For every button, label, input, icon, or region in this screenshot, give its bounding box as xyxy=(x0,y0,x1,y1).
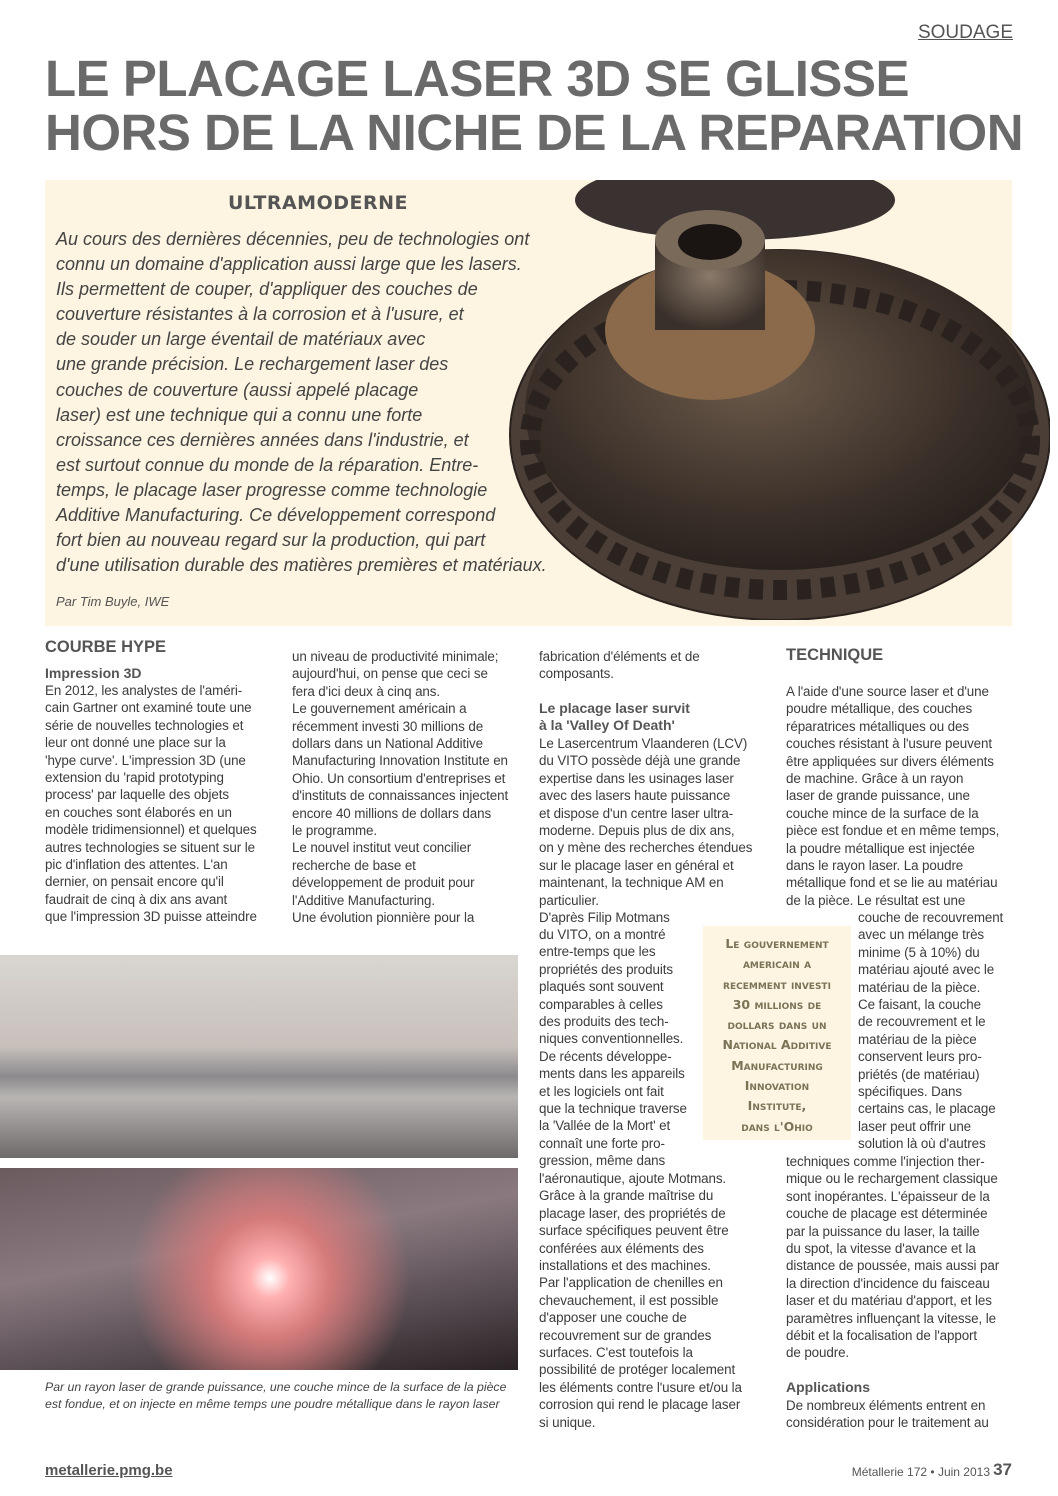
laser-cladding-photo-2 xyxy=(0,1168,518,1370)
col4-text-c: techniques comme l'injection ther- mique ou le rechargement classique sont inopérantes. L'épaisseur de la couche de placage est déterminée par la puissance du laser, la taille du spot, la vitesse d'avance et la distance de poussée, mais aussi par la direction d'incidence du faisceau laser et du matériau d'apport, et les paramètres influençant la vitesse, le débit et la focalisation de l'apport de poudre. xyxy=(786,1154,1000,1361)
photo-caption: Par un rayon laser de grande puissance, une couche mince de la surface de la pièce est fondue, et on injecte en même temps une poudre métallique dans le rayon laser xyxy=(45,1380,507,1411)
website-link[interactable]: metallerie.pmg.be xyxy=(45,1462,173,1479)
heading-courbe-hype: COURBE HYPE xyxy=(45,638,167,656)
issue-info: Métallerie 172 • Juin 2013 xyxy=(851,1465,990,1479)
subheading-valley-of-death: Le placage laser survit à la 'Valley Of Death' xyxy=(539,700,690,734)
byline: Par Tim Buyle, IWE xyxy=(56,594,170,609)
intro-text: Au cours des dernières décennies, peu de technologies ont connu un domaine d'application aussi large que les lasers. Ils permettent de couper, d'appliquer des couches de couverture résistantes à la corrosion et à l'usure, et de souder un large éventail de matériaux avec une grande précision. Le rechargement laser des couches de couverture (aussi appelé placage laser) est une technique qui a connu une forte croissance ces dernières années dans l'industrie, et est surtout connue du monde de la réparation. Entre- temps, le placage laser progresse comme technologie Additive Manufacturing. Ce développement correspond fort bien au nouveau regard sur la production, qui part d'une utilisation durable des matières premières et matériaux. xyxy=(56,229,547,576)
col3-text-c: du VITO, on a montré entre-temps que les propriétés des produits plaqués sont souvent comparables à celles des produits des tech- niques conventionnelles. De récents développe- ments dans les appareils et les logiciels ont fait que la technique traverse la 'Vallée de la Mort' et connaît une forte pro- gression, même dans xyxy=(539,927,687,1169)
page-number: 37 xyxy=(993,1460,1012,1479)
col3-text-a: fabrication d'éléments et de composants. xyxy=(539,649,700,682)
col3-text-b: Le Lasercentrum Vlaanderen (LCV) du VITO possède déjà une grande expertise dans les usinages laser avec des lasers haute puissance et dispose d'un centre laser ultra- moderne. Depuis plus de dix ans, on y mène des recherches étendues sur le placage laser en général et maintenant, la technique AM en particulier. D'après Filip Motmans xyxy=(539,736,753,926)
col3-text-d: l'aéronautique, ajoute Motmans. Grâce à la grande maîtrise du placage laser, des propriétés de surface spécifiques peuvent être conférées aux éléments des installations et des machines. Par l'application de chenilles en chevauchement, il est possible d'apposer une couche de recouvrement sur de grandes surfaces. C'est toutefois la possibilité de protéger localement les éléments contre l'usure et/ou la corrosion qui rend le placage laser si unique. xyxy=(539,1171,742,1430)
article-title: LE PLACAGE LASER 3D SE GLISSE HORS DE LA NICHE DE LA REPARATION xyxy=(45,50,1024,161)
col1-text: En 2012, les analystes de l'améri- cain Gartner ont examiné toute une série de nouvelles technologies et leur ont donné une place sur la 'hype curve'. L'impression 3D (une extension du 'rapid prototyping process' par laquelle des objets en couches sont élaborés en un modèle tridimensionnel) et quelques autres technologies se situent sur le pic d'inflation des attentes. L'an dernier, on pensait encore qu'il faudrait de cinq à dix ans avant que l'impression 3D puisse atteindre xyxy=(45,683,257,925)
col4-text-d: De nombreux éléments entrent en considération pour le traitement au xyxy=(786,1398,989,1431)
gear-illustration xyxy=(495,180,1050,620)
pull-quote: Le gouvernement americain a recemment investi 30 millions de dollars dans un National Additive Manufacturing Innovation Institute, dans l'Ohio xyxy=(703,926,851,1140)
subheading-applications: Applications xyxy=(786,1379,871,1395)
col2-text: un niveau de productivité minimale; aujourd'hui, on pense que ceci se fera d'ici deux à cinq ans. Le gouvernement américain a récemment investi 30 millions de dollars dans un National Additive Manufacturing Innovation Institute en Ohio. Un consortium d'entreprises et d'instituts de connaissances injectent encore 40 millions de dollars dans le programme. Le nouvel institut veut concilier recherche de base et développement de produit pour l'Additive Manufacturing. Une évolution pionnière pour la xyxy=(292,649,509,926)
subheading-impression-3d: Impression 3D xyxy=(45,665,142,681)
heading-technique: TECHNIQUE xyxy=(786,646,884,664)
intro-heading: ULTRAMODERNE xyxy=(228,192,409,214)
col4-text-b: couche de recouvrement avec un mélange très minime (5 à 10%) du matériau ajouté avec le matériau de la pièce. Ce faisant, la couche de recouvrement et le matériau de la pièce conservent leurs pro- priétés (de matériau) spécifiques. Dans certains cas, le placage laser peut offrir une solution là où d'autres xyxy=(858,910,1004,1152)
laser-cladding-photo-1 xyxy=(0,955,518,1158)
section-label: SOUDAGE xyxy=(917,22,1013,43)
gear-photo xyxy=(495,180,1050,620)
col4-text-a: A l'aide d'une source laser et d'une poudre métallique, des couches réparatrices métalliques ou des couches résistant à l'usure peuvent être appliquées sur divers éléments de machine. Grâce à un rayon laser de grande puissance, une couche mince de la surface de la pièce est fondue et en même temps, la poudre métallique est injectée dans le rayon laser. La poudre métallique fond et se lie au matériau de la pièce. Le résultat est une xyxy=(786,684,1000,908)
